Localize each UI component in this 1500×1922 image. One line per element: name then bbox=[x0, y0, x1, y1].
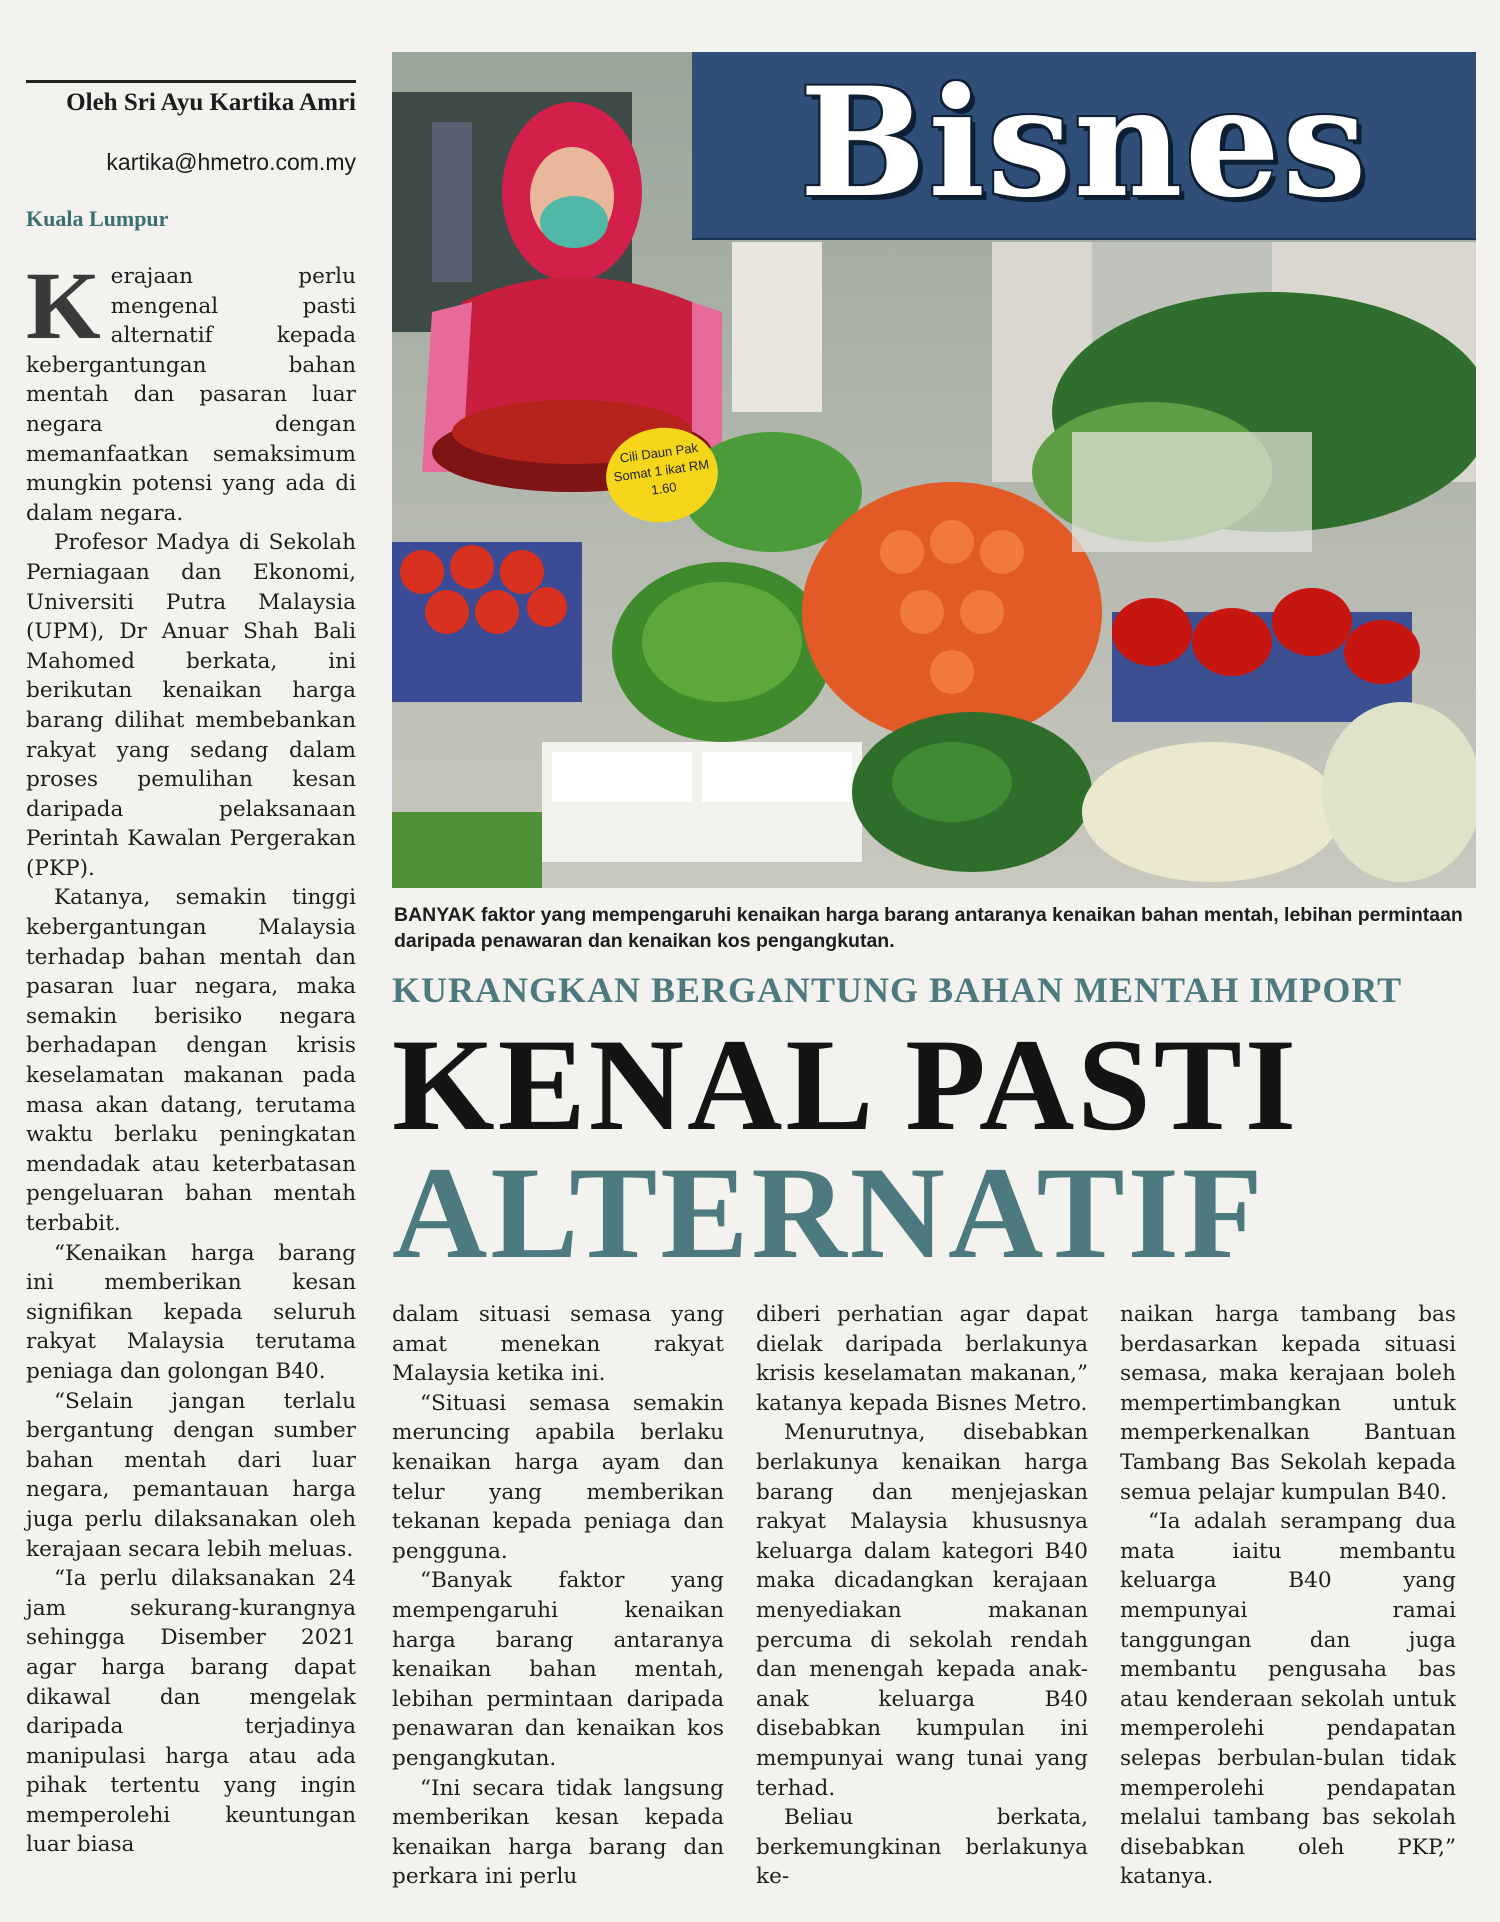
byline-rule bbox=[26, 80, 356, 83]
dateline: Kuala Lumpur bbox=[26, 206, 169, 231]
article-paragraph: “Kenaikan harga barang ini memberikan kesan signifikan kepada seluruh rakyat Malaysia terutama peniaga dan golongan B40. bbox=[26, 1240, 356, 1384]
photo-caption: BANYAK faktor yang mempengaruhi kenaikan harga barang antaranya kenaikan bahan mentah, lebihan permintaan daripada penawaran dan kenaikan kos pengangkutan. bbox=[394, 904, 1463, 952]
article-paragraph: “Banyak faktor yang mempengaruhi kenaikan harga barang antaranya kenaikan bahan mentah, lebihan permintaan daripada penawaran dan kenaikan kos pengangkutan. bbox=[392, 1568, 724, 1771]
article-paragraph: naikan harga tambang bas berdasarkan kepada situasi semasa, maka kerajaan boleh mempertimbangkan untuk memperkenalkan Bantuan Tambang Bas Sekolah kepada semua pelajar kumpulan B40. bbox=[1120, 1302, 1456, 1505]
article-column-2 bbox=[392, 1300, 724, 1900]
main-headline-line-2: ALTERNATIF bbox=[392, 1139, 1266, 1286]
byline-author: Oleh Sri Ayu Kartika Amri bbox=[66, 89, 356, 116]
article-paragraph: “Situasi semasa semakin meruncing apabila berlaku kenaikan harga ayam dan telur yang memberikan tekanan kepada peniaga dan pengguna. bbox=[392, 1390, 724, 1564]
main-headline-line-1: KENAL PASTI bbox=[392, 1011, 1300, 1158]
article-paragraph: Katanya, semakin tinggi kebergantungan Malaysia terhadap bahan mentah dan pasaran luar negara, maka semakin berisiko negara berhadapan dengan krisis keselamatan makanan pada masa akan datang, terutama waktu berlaku peningkatan mendadak atau keterbatasan pengeluaran bahan mentah terbabit. bbox=[26, 885, 356, 1236]
article-paragraph: “Ia perlu dilaksanakan 24 jam sekurang-kurangnya sehingga Disember 2021 agar harga barang dapat dikawal dan mengelak daripada terjadinya manipulasi harga atau ada pihak tertentu yang ingin memperolehi keuntungan luar biasa bbox=[26, 1566, 356, 1858]
article-paragraph: dalam situasi semasa yang amat menekan rakyat Malaysia ketika ini. bbox=[392, 1302, 724, 1387]
article-paragraph: “Ini secara tidak langsung memberikan kesan kepada kenaikan harga barang dan perkara ini perlu bbox=[392, 1775, 724, 1890]
article-paragraph: diberi perhatian agar dapat dielak daripada berlakunya krisis keselamatan makanan,” katanya kepada Bisnes Metro. bbox=[756, 1302, 1088, 1416]
article-paragraph: “Selain jangan terlalu bergantung dengan sumber bahan mentah dari luar negara, pemantauan harga juga perlu dilaksanakan oleh kerajaan secara lebih meluas. bbox=[26, 1388, 356, 1562]
article-paragraph: Profesor Madya di Sekolah Perniagaan dan Ekonomi, Universiti Putra Malaysia (UPM), Dr Anuar Shah Bali Mahomed berkata, ini berikutan kenaikan harga barang dilihat membebankan rakyat yang sedang dalam proses pemulihan kesan daripada pelaksanaan Perintah Kawalan Pergerakan (PKP). bbox=[26, 530, 356, 881]
article-paragraph: Menurutnya, disebabkan berlakunya kenaikan harga barang dan menjejaskan rakyat Malaysia khususnya keluarga dalam kategori B40 maka dicadangkan kerajaan menyediakan makanan percuma di sekolah rendah dan menengah kepada anak-anak keluarga B40 disebabkan kumpulan ini mempunyai wang tunai yang terhad. bbox=[756, 1420, 1088, 1801]
article-paragraph: Kerajaan perlu mengenal pasti alternatif kepada kebergantungan bahan mentah dan pasaran luar negara dengan memanfaatkan semaksimum mungkin potensi yang ada di dalam negara. bbox=[26, 252, 356, 526]
article-column-4 bbox=[1120, 1300, 1456, 1900]
drop-cap: K bbox=[26, 252, 101, 359]
article-column-1 bbox=[26, 252, 356, 1912]
byline-email[interactable]: kartika@hmetro.com.my bbox=[106, 149, 356, 175]
kicker-headline: KURANGKAN BERGANTUNG BAHAN MENTAH IMPORT bbox=[392, 970, 1403, 1010]
article-column-3 bbox=[756, 1300, 1088, 1900]
article-paragraph: “Ia adalah serampang dua mata iaitu membantu keluarga B40 yang mempunyai ramai tanggungan dan juga membantu pengusaha bas atau kenderaan sekolah untuk memperolehi pendapatan selepas berbulan-bulan tidak memperolehi pendapatan melalui tambang bas sekolah disebabkan oleh PKP,” katanya. bbox=[1120, 1509, 1456, 1890]
section-title: Bisnes bbox=[799, 55, 1369, 231]
price-tag: Cili Daun Pak Somat 1 ikat RM 1.60 bbox=[600, 421, 724, 530]
article-paragraph: Beliau berkata, berkemungkinan berlakunya ke- bbox=[756, 1805, 1088, 1890]
